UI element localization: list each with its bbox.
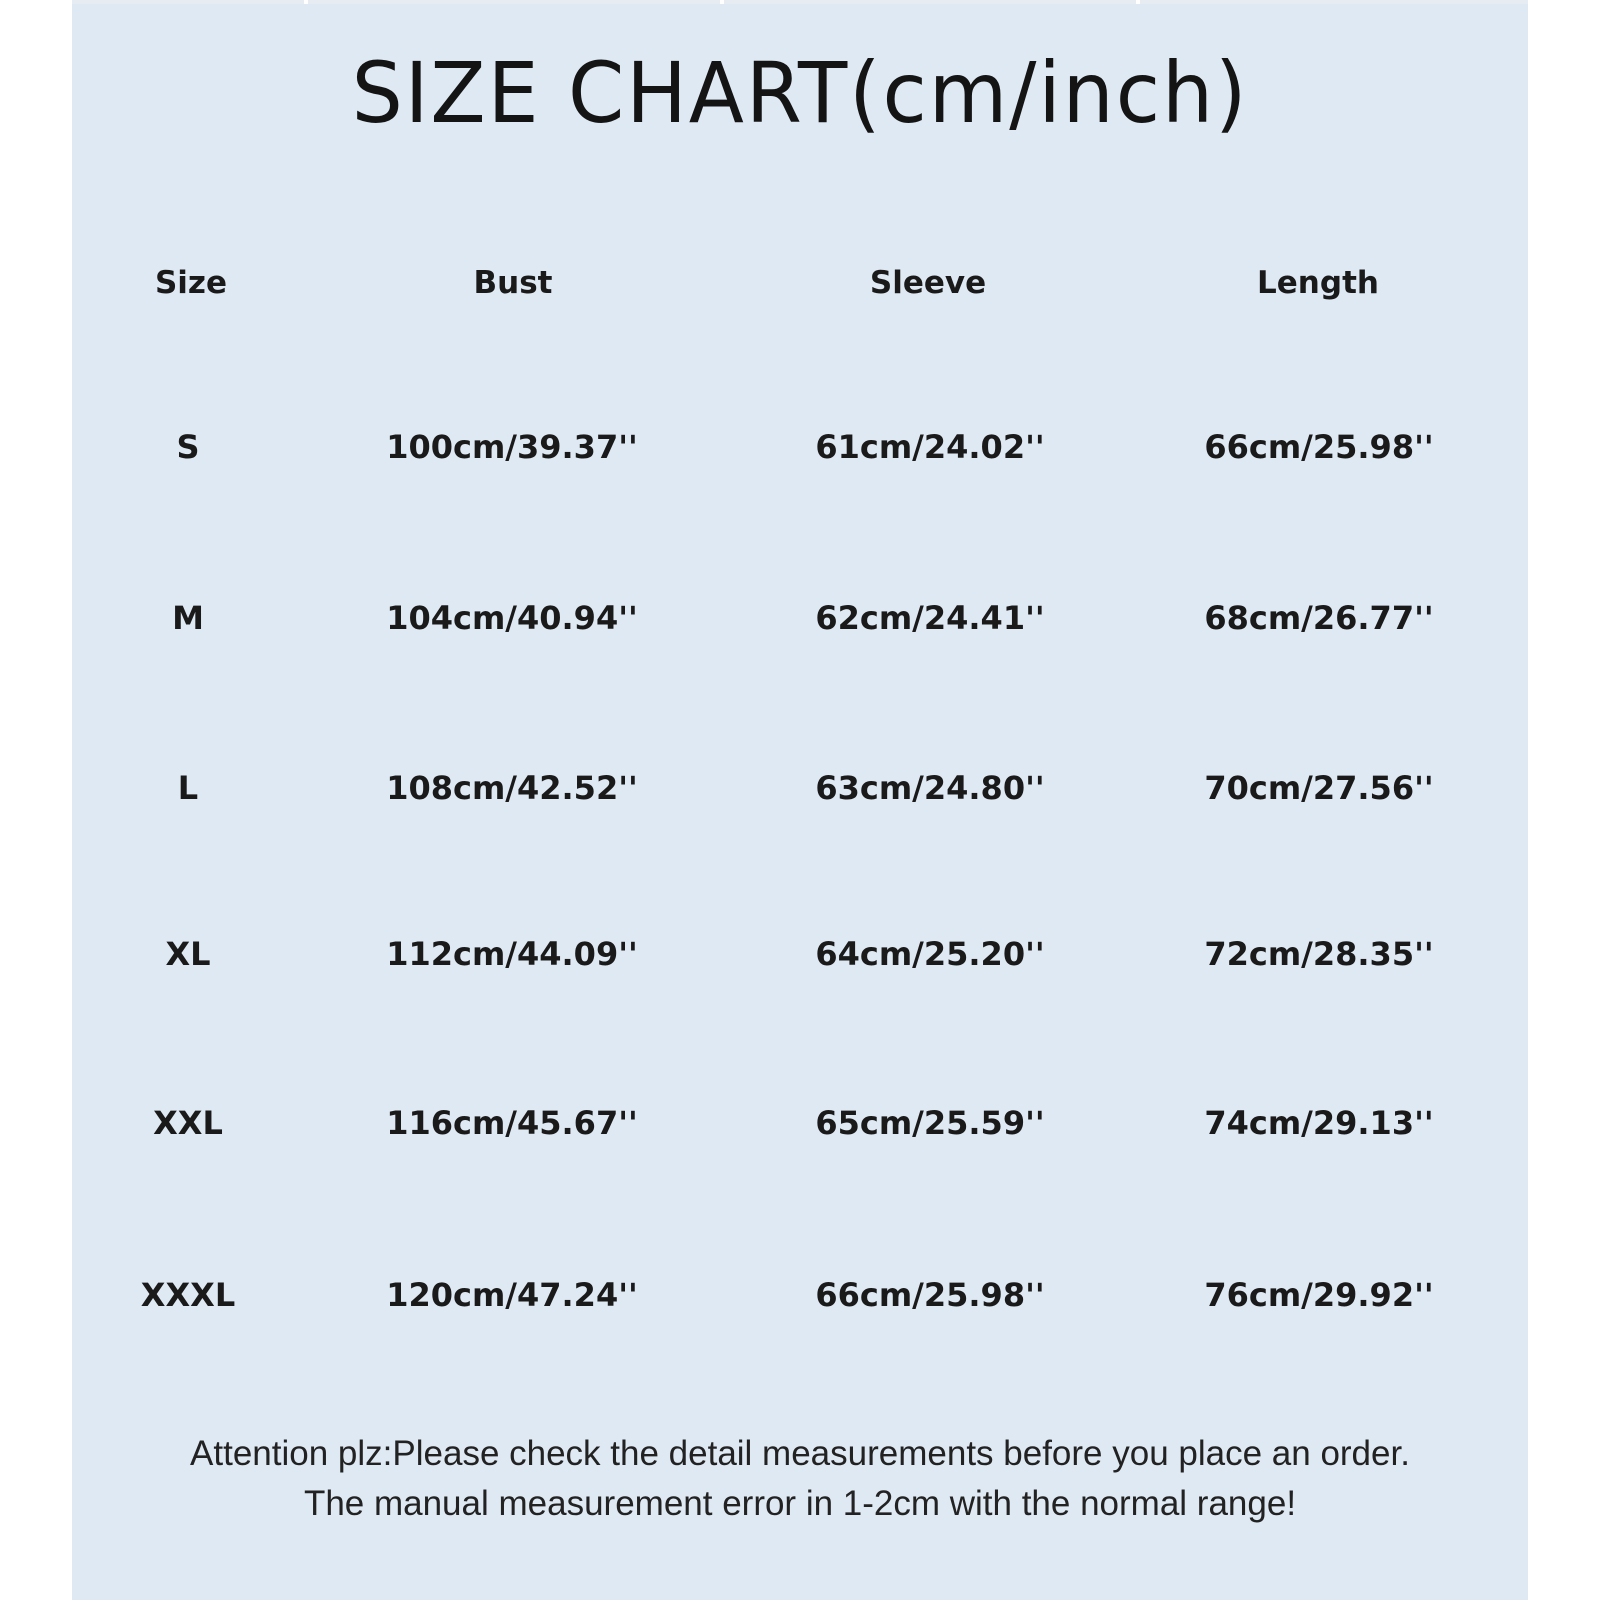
header-size: Size <box>154 265 228 301</box>
length-cell: 74cm/29.13'' <box>1204 1104 1434 1142</box>
sleeve-cell: 66cm/25.98'' <box>815 1276 1045 1314</box>
bust-cell: 104cm/40.94'' <box>386 599 638 637</box>
size-cell: XXL <box>153 1104 223 1142</box>
size-cell: XXXL <box>140 1276 236 1314</box>
length-cell: 66cm/25.98'' <box>1204 428 1434 466</box>
size-cell: M <box>172 599 204 637</box>
sleeve-cell: 62cm/24.41'' <box>815 599 1045 637</box>
bust-cell: 112cm/44.09'' <box>386 935 638 973</box>
length-cell: 70cm/27.56'' <box>1204 769 1434 807</box>
length-cell: 72cm/28.35'' <box>1204 935 1434 973</box>
sleeve-cell: 63cm/24.80'' <box>815 769 1045 807</box>
header-length: Length <box>1257 265 1379 301</box>
sleeve-cell: 65cm/25.59'' <box>815 1104 1045 1142</box>
sleeve-cell: 64cm/25.20'' <box>815 935 1045 973</box>
size-cell: XL <box>165 935 211 973</box>
bust-cell: 100cm/39.37'' <box>386 428 638 466</box>
bust-cell: 108cm/42.52'' <box>386 769 638 807</box>
length-cell: 76cm/29.92'' <box>1204 1276 1434 1314</box>
size-chart-panel <box>72 4 1528 1600</box>
bust-cell: 116cm/45.67'' <box>386 1104 638 1142</box>
length-cell: 68cm/26.77'' <box>1204 599 1434 637</box>
size-cell: L <box>177 769 199 807</box>
bust-cell: 120cm/47.24'' <box>386 1276 638 1314</box>
header-bust: Bust <box>473 265 553 301</box>
sleeve-cell: 61cm/24.02'' <box>815 428 1045 466</box>
size-cell: S <box>176 428 200 466</box>
header-sleeve: Sleeve <box>869 265 987 301</box>
page-title: SIZE CHART(cm/inch) <box>351 44 1249 142</box>
attention-note: Attention plz:Please check the detail measurements before you place an order. <box>190 1434 1410 1473</box>
measurement-error-note: The manual measurement error in 1-2cm with the normal range! <box>303 1484 1297 1523</box>
